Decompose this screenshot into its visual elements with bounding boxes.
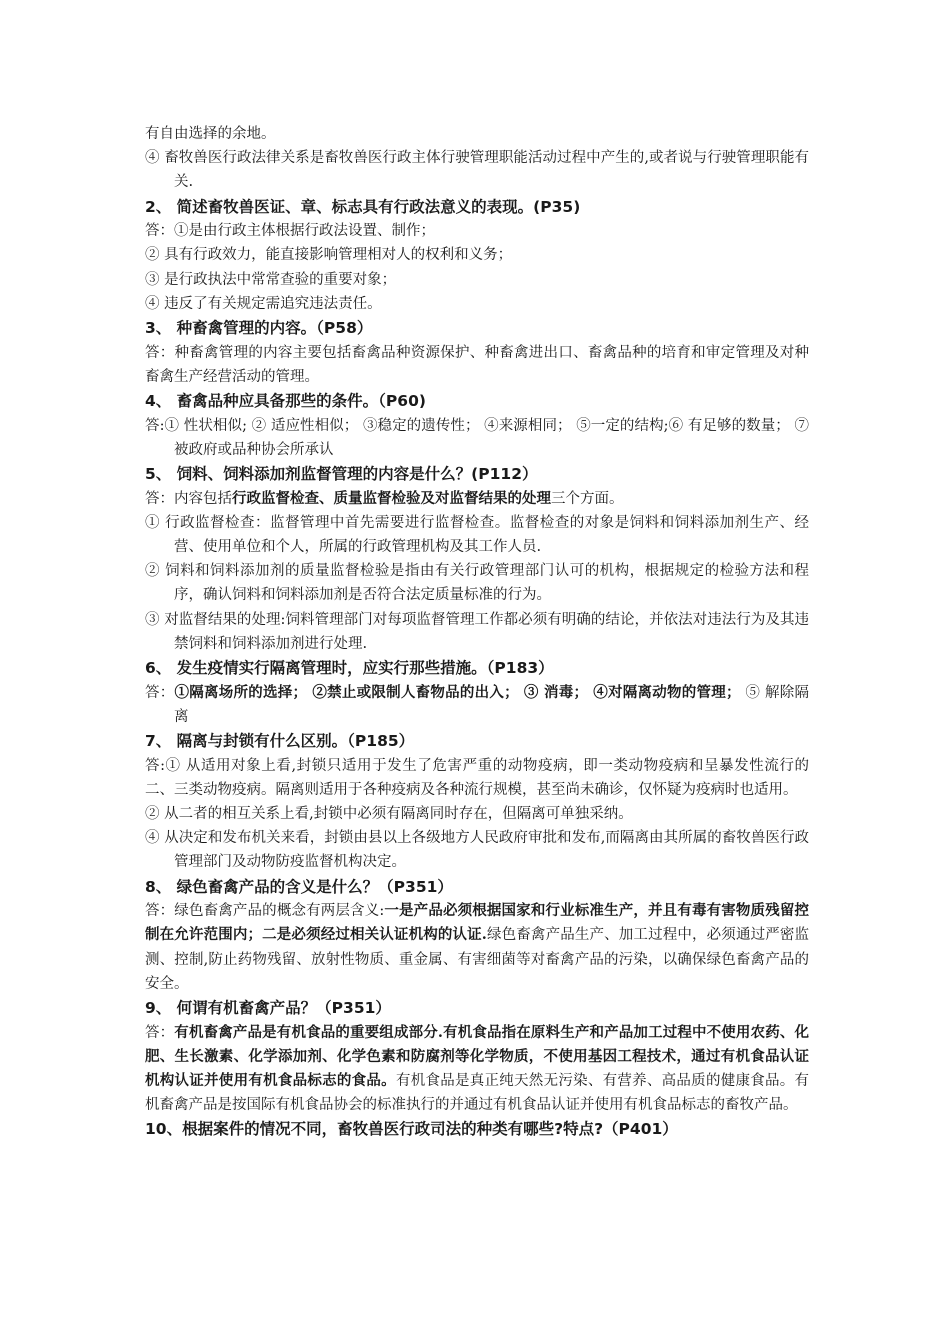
answer-paragraph: 答：种畜禽管理的内容主要包括畜禽品种资源保护、种畜禽进出口、畜禽品种的培育和审定管理及对种畜禽生产经营活动的管理。 [145,344,809,385]
answer-paragraph [145,899,809,996]
emphasis-text: ①隔离场所的选择； ②禁止或限制人畜物品的出入； ③ 消毒； ④对隔离动物的管理； [174,683,741,701]
answer-text: 答： [145,684,175,701]
question-heading: 10、根据案件的情况不同，畜牧兽医行政司法的种类有哪些?特点?（P401） [145,1120,678,1139]
answer-paragraph [145,487,809,511]
answer-paragraph: 答：①是由行政主体根据行政法设置、制作； [145,223,435,240]
answer-text: 有机食品是真正纯天然无污染、有营养、高品质的健康食品。有机畜禽产品是按国际有机食品协会的标准执行的并通过有机食品认证并使用有机食品标志的畜牧产品。 [145,1073,810,1114]
emphasis-text: 行政监督检查、质量监督检验及对监督结果的处理 [232,489,551,507]
answer-list-item: ④ 从决定和发布机关来看，封锁由县以上各级地方人民政府审批和发布,而隔离由其所属的畜牧兽医行政管理部门及动物防疫监督机构决定。 [145,830,809,871]
answer-paragraph [145,681,809,729]
answer-list-item: ④ 畜牧兽医行政法律关系是畜牧兽医行政主体行驶管理职能活动过程中产生的,或者说与行驶管理职能有关. [145,150,809,191]
answer-text: 三个方面。 [551,490,624,507]
answer-text: 答：内容包括 [145,490,232,507]
emphasis-text: 一是产品必须根据国家和行业标准生产，并且有毒有害物质残留控制在允许范围内；二是必须经过相关认证机构的认证. [145,902,809,944]
question-heading: 8、 绿色畜禽产品的含义是什么？（P351） [145,877,453,896]
document-page [145,122,809,1142]
answer-text: ⑤ 解除隔离 [174,684,810,725]
answer-paragraph: ② 具有行政效力，能直接影响管理相对人的权利和义务； [145,247,513,264]
answer-list-item: ① 行政监督检查：监督管理中首先需要进行监督检查。监督检查的对象是饲料和饲料添加剂生产、经营、使用单位和个人，所属的行政管理机构及其工作人员. [145,514,809,556]
question-heading: 3、 种畜禽管理的内容。（P58） [145,319,373,338]
answer-list-item: ② 饲料和饲料添加剂的质量监督检验是指由有关行政管理部门认可的机构，根据规定的检验方法和程序，确认饲料和饲料添加剂是否符合法定质量标准的行为。 [145,563,809,604]
question-heading: 6、 发生疫情实行隔离管理时，应实行那些措施。（P183） [145,659,554,678]
question-heading: 9、 何谓有机畜禽产品？（P351） [145,999,391,1018]
answer-list-item: ③ 对监督结果的处理:饲料管理部门对每项监督管理工作都必须有明确的结论，并依法对违法行为及其违禁饲料和饲料添加剂进行处理. [145,611,809,652]
answer-text: 答：绿色畜禽产品的概念有两层含义: [145,903,385,920]
emphasis-text: 有机畜禽产品是有机食品的重要组成部分.有机食品指在原料生产和产品加工过程中不使用农药、化肥、生长激素、化学添加剂、化学色素和防腐剂等化学物质，不使用基因工程技术，通过有机食品认证机构认证并使用有机食品标志的食品。 [145,1023,810,1090]
question-heading: 5、 饲料、饲料添加剂监督管理的内容是什么？(P112） [145,465,538,484]
answer-list-item: 答:① 性状相似; ② 适应性相似； ③稳定的遗传性； ④来源相同； ⑤一定的结构;⑥ 有足够的数量； ⑦被政府或品种协会所承认 [145,417,809,458]
answer-paragraph: ③ 是行政执法中常常查验的重要对象； [145,271,397,288]
question-heading: 2、 简述畜牧兽医证、章、标志具有行政法意义的表现。(P35) [145,197,581,216]
answer-paragraph: ④ 违反了有关规定需追究违法责任。 [145,295,382,312]
question-heading: 4、 畜禽品种应具备那些的条件。（P60) [145,392,426,411]
question-heading: 7、 隔离与封锁有什么区别。（P185） [145,732,415,751]
answer-paragraph: 有自由选择的余地。 [145,126,276,142]
answer-paragraph [145,1021,809,1118]
answer-text: 绿色畜禽产品生产、加工过程中，必须通过严密监测、控制,防止药物残留、放射性物质、重金属、有害细菌等对畜禽产品的污染，以确保绿色畜禽产品的安全。 [145,927,810,992]
answer-paragraph: ② 从二者的相互关系上看,封锁中必须有隔离同时存在，但隔离可单独采纳。 [145,806,633,823]
answer-paragraph: 答:① 从适用对象上看,封锁只适用于发生了危害严重的动物疫病，即一类动物疫病和呈暴发性流行的二、三类动物疫病。隔离则适用于各种疫病及各种流行规模，甚至尚未确诊，仅怀疑为疫病时也适用。 [145,757,809,798]
answer-text: 答： [145,1024,175,1041]
